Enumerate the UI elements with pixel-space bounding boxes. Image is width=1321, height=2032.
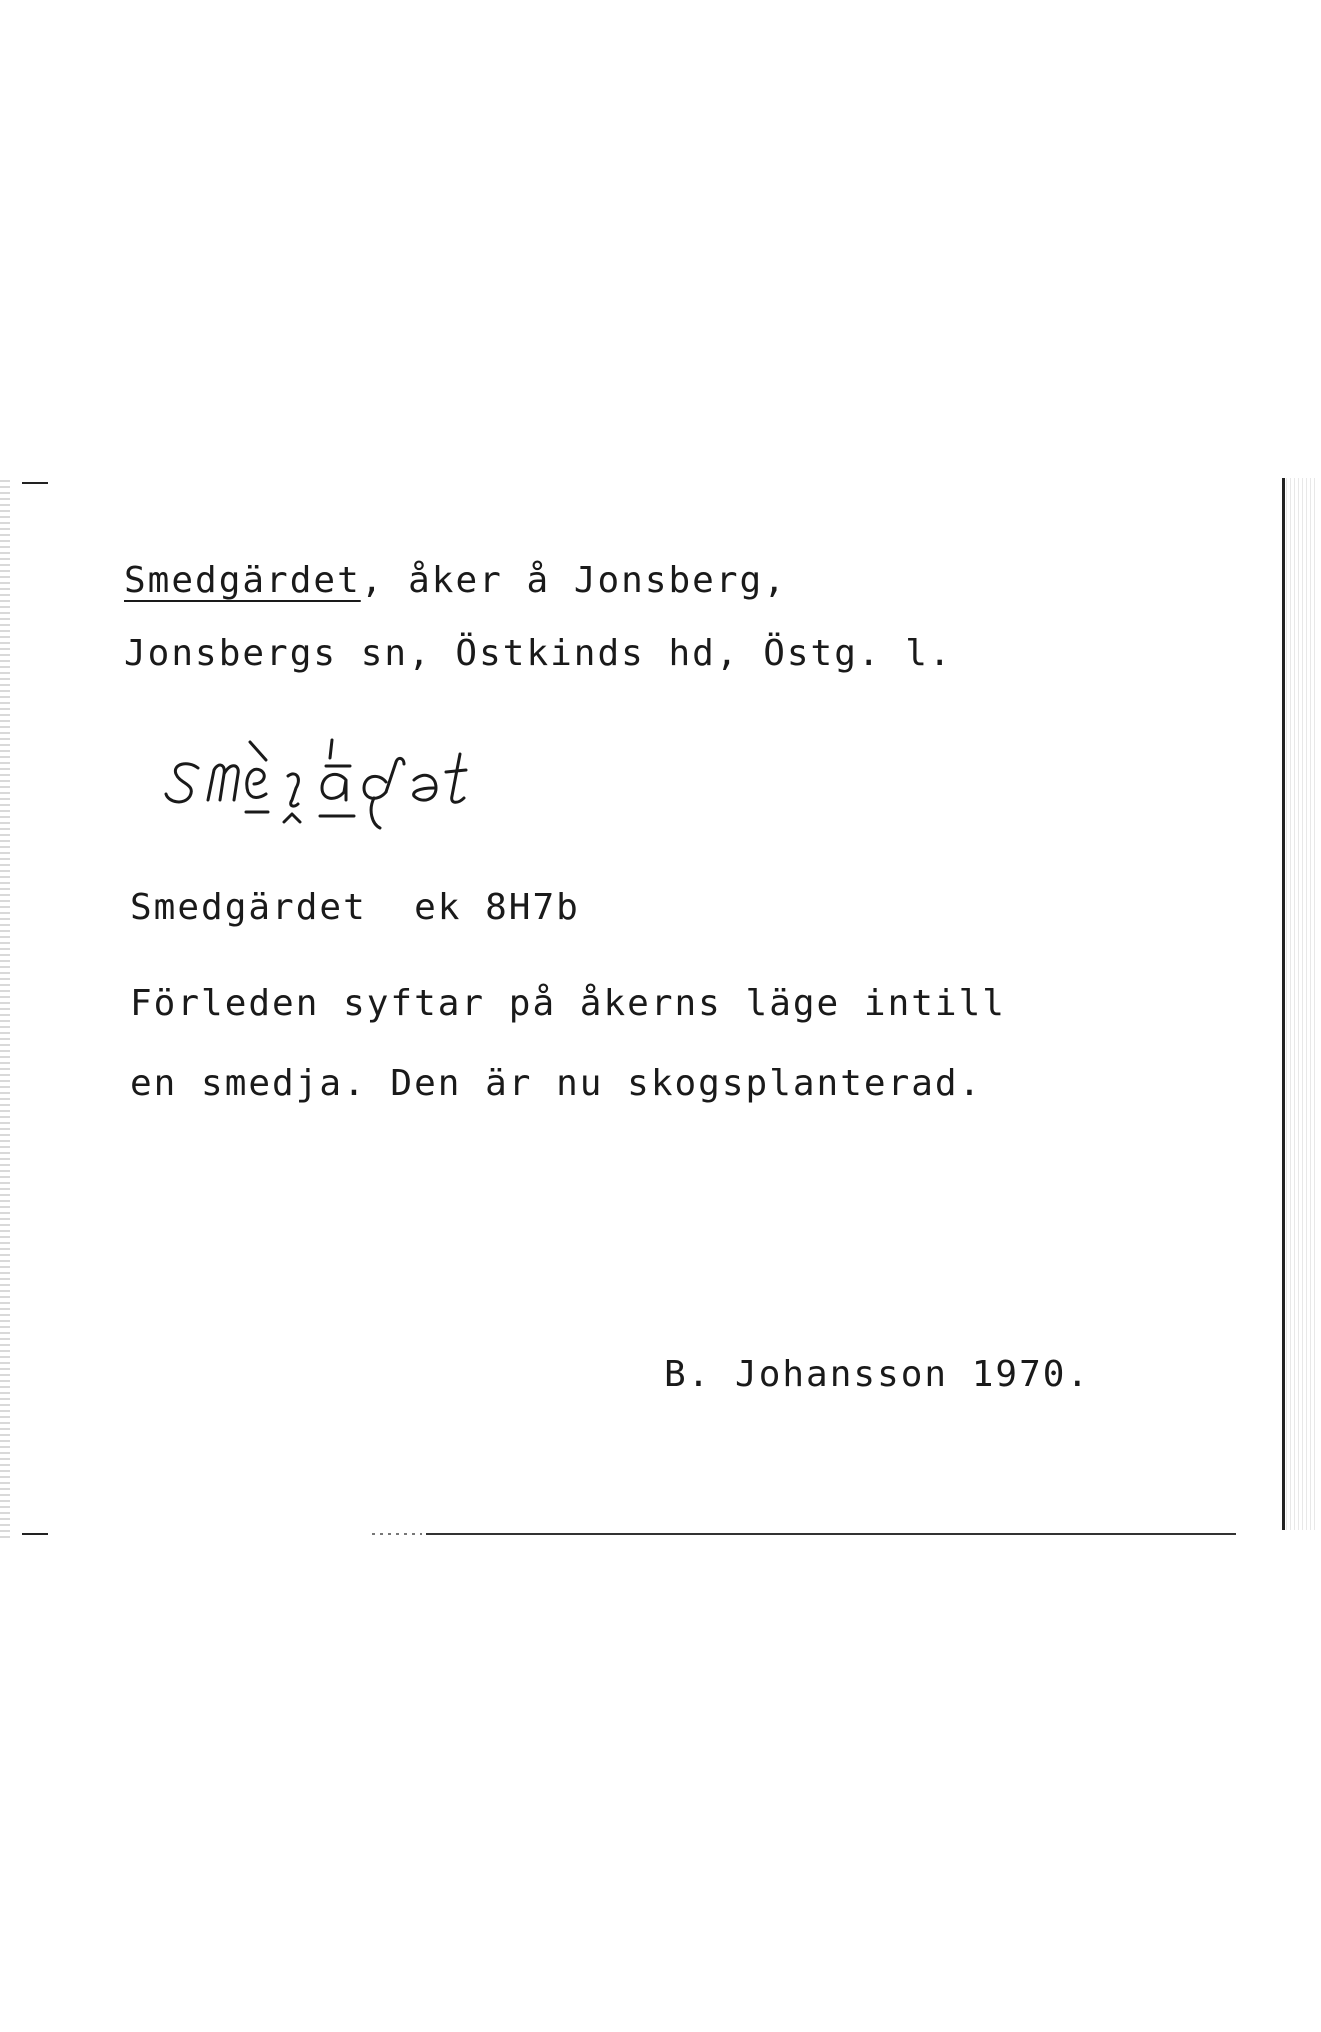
- card-bottom-edge-dots: [372, 1533, 422, 1535]
- phonetic-transcription: [160, 700, 580, 860]
- card-corner-mark-bottom: [22, 1533, 48, 1535]
- reference-line: Smedgärdet ek 8H7b: [130, 887, 580, 928]
- card-left-edge: [0, 480, 10, 1540]
- place-name: Smedgärdet: [124, 560, 361, 601]
- card-right-edge: [1282, 478, 1285, 1530]
- note-line-2: en smedja. Den är nu skogsplanterad.: [130, 1063, 983, 1104]
- signature: B. Johansson 1970.: [664, 1354, 1091, 1395]
- parish-line: Jonsbergs sn, Östkinds hd, Östg. l.: [124, 633, 953, 674]
- card-corner-mark-top: [22, 482, 48, 484]
- card-bottom-edge: [426, 1533, 1236, 1535]
- card-right-edge-shade: [1286, 478, 1318, 1530]
- place-name-heading: [124, 560, 787, 601]
- place-description: , åker å Jonsberg,: [360, 560, 787, 601]
- note-line-1: Förleden syftar på åkerns läge intill: [130, 983, 1006, 1024]
